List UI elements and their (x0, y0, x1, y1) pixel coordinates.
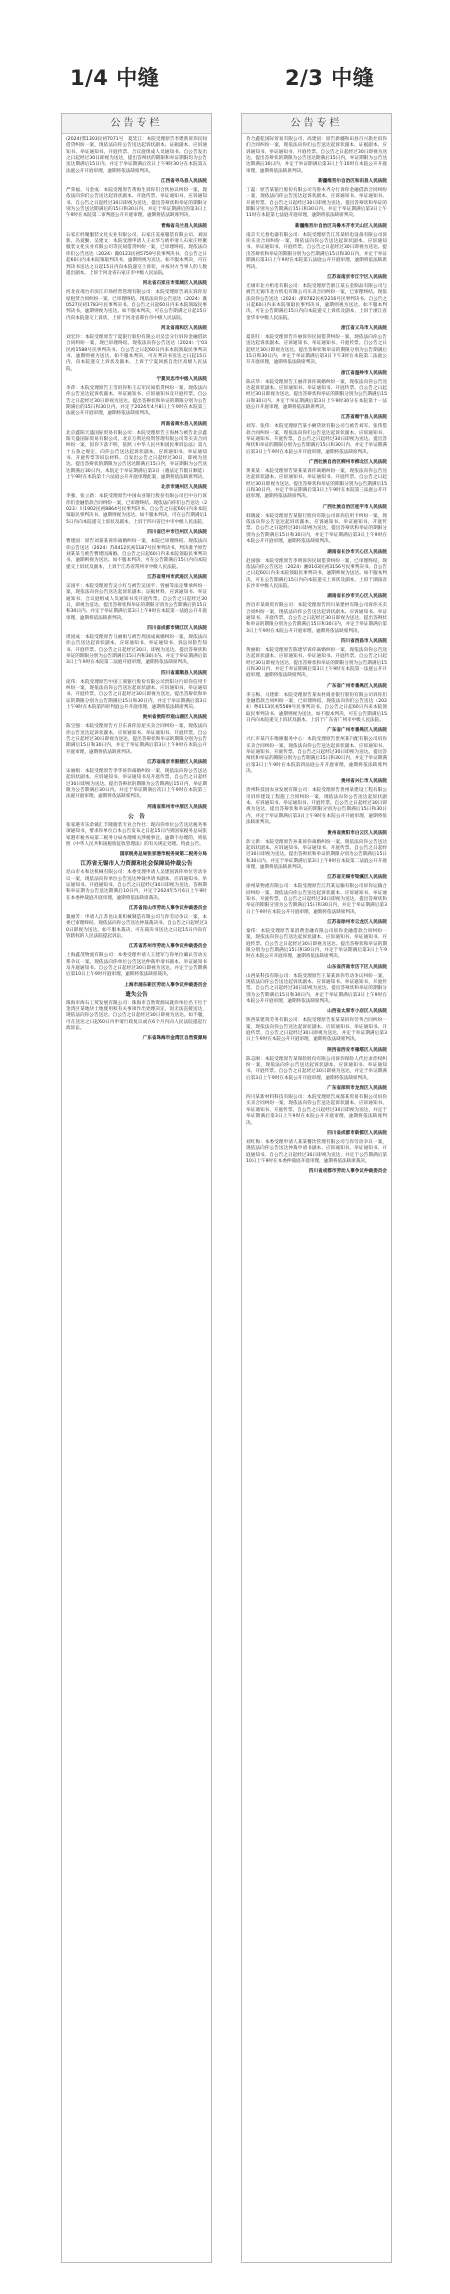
issuing-court: 四川省富顺县人民法院 (161, 670, 207, 676)
notice-item (246, 514, 387, 546)
notice-item (246, 284, 387, 322)
notice-text: 南京天元春电器有限公司：本院受理原告江苏某机电设备有限公司诉你买卖合同纠纷一案，现依法向你公告送达起诉状副本、应诉通知书、举证通知书、开庭传票。自公告之日起经过30日即视为送达。提出答辩状和举证的期限分别为公告期满后15日和30日内，并定于举证期满后第3日上午9时在本院第五法庭公开开庭审理，逾期将依法缺席判决。 (246, 232, 387, 270)
notice-item (246, 1095, 387, 1127)
notice-item (246, 1057, 387, 1082)
issuing-court: 江苏省苏州市劳动人事争议仲裁委员会 (128, 944, 207, 950)
notice-item (246, 788, 387, 826)
notice-heading: 公 告 (128, 813, 145, 820)
notice-item (66, 1035, 207, 1042)
issuing-court: 江苏省昆山市劳动人事争议仲裁委员会 (128, 905, 207, 911)
notice-item (66, 724, 207, 756)
notice-item (246, 233, 387, 271)
notice-text: 昆山市永和达机械有限公司：本委受理申请人吴建国诉你单位劳动争议一案，现依法向你单位公告送达仲裁申请书副本、应诉通知书、举证通知书、开庭通知书。自公告之日起经过30日即视为送达，答辩期和举证期为公告送达期满后10日内，并定于2024年5月6日上午9时在本委仲裁庭开庭审理，逾期将依法缺席裁决。 (66, 870, 207, 901)
notice-text: 珠海市海石工贸发展有限公司：珠海市自然资源局就你单位名下位于金湾区某地块土地使用权有关事项作出处理决定。因无法直接送达，现依法向你公告送达。自公告之日起经过30日即视为送达。如不服，可在送达之日起60日内申请行政复议或在6个月内向人民法院提起行政诉讼。 (66, 1000, 207, 1032)
notice-item (66, 335, 207, 373)
notice-item (66, 494, 207, 526)
notice-text: 陈宝强：本院受理原告方卫东诉你房屋买卖合同纠纷一案，现依法向你公告送达起诉状副本、应诉通知书、举证通知书、开庭传票。自公告之日起经过30日即视为送达，提出答辩状和举证的期限分别为公告期满后15日和30日内，并定于举证期满后第3日上午9时在本院公开开庭审理，逾期将依法缺席判决。 (66, 724, 207, 755)
notice-item (246, 274, 387, 281)
notice-text: 河北省邢台市滨江市场经营管理有限公司：本院受理原告刘庆诉你房屋租赁合同纠纷一案，已审理终结。现依法向你公告送达（2024）冀0527民初1783号民事判决书。自公告之日起60日内来本院领取民事判决书，逾期则视为送达。如不服本判决，可在公告期满之日起15日内向本院递交上诉状，上诉于河北省邢台市中级人民法院。 (66, 290, 207, 321)
notice-text: 黄丽娟：本院受理原告陈建华诉你离婚纠纷一案，现依法向你公告送达起诉状副本、应诉通知书、举证通知书、开庭传票。自公告之日起经过30日即视为送达。提出答辩状和举证的期限分别为公告期满后15日和30日内，并定于举证期满后第3日上午9时在本院第一法庭公开开庭审理，逾期将依法缺席判决。 (246, 647, 387, 679)
issuing-court: 陕西省西安市雁塔区人民法院 (327, 1047, 387, 1053)
notice-item (246, 737, 387, 775)
right-notice-column (241, 113, 392, 2263)
notice-text: 西昌市某商贸有限公司：本院受理原告四川某建材有限公司诉你买卖合同纠纷一案，现依法向你公告送达起诉状副本、应诉通知书、举证通知书、开庭传票。自公告之日起经过30日即视为送达。提出答辩状和举证的期限分别为公告期满后15日和30日内，并定于举证期满后第3日上午9时在本院公开开庭审理，逾期将依法缺席判决。 (246, 603, 387, 634)
notice-item (246, 874, 387, 881)
notice-text: 石家庄经聚服装文化实业有限公司、石家庄美豪服装有限公司、刘国新、冯爱勤、吴建文：本院受理申请人王永华与被申请人石家庄经聚服装文化实业有限公司等民间借贷纠纷一案，已审理终结。现依法向你们公告送达（2024）冀0123民初5759号民事判决书。自公告之日起60日内来本院领取判决书，逾期则视为送达。如不服本判决，可在判决书送达之日起15日内向本院递交上诉状，并按对方当事人的人数提出副本，上诉于河北省石家庄市中级人民法院。 (66, 232, 207, 276)
notice-item (66, 670, 207, 677)
notice-item (246, 1140, 387, 1165)
notice-item (246, 884, 387, 916)
notice-item (66, 290, 207, 322)
notice-text: 刘军、张伟：本院受理原告某小额贷款有限公司与被告刘军、张伟借款合同纠纷一案，现依法向你们公告送达起诉状副本、应诉通知书、举证通知书、开庭传票。自公告之日起经过30日即视为送达。提出答辩状和举证的期限分别为公告期满后15日和30日内，并定于举证期满后第3日上午9时在本院公开开庭审理，逾期将依法缺席判决。 (246, 424, 387, 455)
notice-item (246, 830, 387, 837)
issuing-court: 山东省济南市历下区人民法院 (327, 964, 387, 970)
notice-text: 曹建国：原告刘某某诉你离婚纠纷一案，本院已审理终结。现依法向你公告送达（2024）苏0412民初1187号民事判决书，判决准予原告刘某某与被告曹建国离婚。自公告之日起60日内来本院领取民事判决书，逾期则视为送达。如不服本判决，可在公告期满后15日内向本院递交上诉状及副本，上诉于江苏省常州市中级人民法院。 (66, 539, 207, 570)
notice-item (66, 484, 207, 491)
notice-text: 李萍：本院受理原告王雪诉你和王志军民间借贷纠纷一案，现依法向你公告送达起诉状副本、举证通知书、应诉通知书及开庭传票。自公告之日起经过30日即视为送达。提出答辩状和举证的期限分别为公告期满后的15日和30日内。并定于2024年4月8日上午9时在本院第三法庭公开开庭审理，逾期将依法缺席判决。 (66, 385, 207, 417)
notice-item (246, 593, 387, 600)
notice-text: 兴仁市某汽车维修服务中心：本院受理原告贵州某汽配有限公司诉你买卖合同纠纷一案，现依法向你公告送达起诉状副本、应诉通知书、举证通知书、开庭传票。自公告之日起经过30日即视为送达。提出答辩状和举证的期限分别为公告期满后15日和30日内，并定于举证期满后第3日上午9时在本院第四法庭公开开庭审理，逾期将依法缺席判决。 (246, 737, 387, 775)
notice-item (66, 943, 207, 950)
issuing-court: 贵州省贵阳市观山湖区人民法院 (142, 715, 207, 721)
issuing-court: 江西省寻乌县人民法院 (161, 179, 207, 185)
issuing-court: 湖南省长沙市天心区人民法院 (327, 549, 387, 555)
notice-item (246, 504, 387, 511)
notice-text: 山西某科技有限公司：本院受理原告王某某诉你劳动争议纠纷一案，现依法向你公告送达起诉状副本、应诉通知书、举证通知书、开庭传票。自公告之日起经过30日即视为送达。提出答辩状和举证的期限分别为公告期满后15日和30日内，并定于举证期满后第3日上午9时在本院公开开庭审理，逾期将依法缺席判决。 (246, 973, 387, 1005)
notice-item (246, 188, 387, 220)
notice-item (246, 964, 387, 971)
notice-text: 贵州科技园农业发展有限公司：本院受理原告贵州某建设工程有限公司诉你建设工程施工合同纠纷一案，现依法向你公告送达起诉状副本、应诉通知书、举证通知书、开庭传票。自公告之日起经过30日即视为送达。提出答辩状和举证的期限分别为公告期满后15日和30日内，并定于举证期满后第3日上午9时在本院公开开庭审理，逾期将依法缺席判决。 (246, 788, 387, 826)
notice-item (66, 635, 207, 667)
notice-text: 吴国平：本院受理原告吴小红与被告吴国平、曾丽等法定继承纠纷一案，现依法向你公告送达起诉状副本、证据材料、应诉通知书、举证通知书、合议庭组成人员通知书及开庭传票。自公告之日起经过30日，即视为送达。提出答辩状和举证的期限分别为公告期满后的15日和30日内。并定于举证期满后第3日上午9时在本院第一法庭公开开庭审理，逾期将依法缺席判决。 (66, 583, 207, 621)
issuing-court: 上海市浦东新区劳动人事争议仲裁委员会 (124, 982, 207, 988)
notice-item (66, 233, 207, 277)
notice-item (246, 178, 387, 185)
notice-item (66, 539, 207, 571)
notice-text: 夏旺旺：本院受理原告许丽诉你民间借贷纠纷一案，现依法向你公告送达起诉状副本、应诉通知书、举证通知书、开庭传票。自公告之日起经过30日即视为送达。提出答辩状和举证的期限分别为公告期满后15日和30日内，并定于举证期满后第3日下午3时在本院第二法庭公开开庭审理，逾期将依法缺席判决。 (246, 334, 387, 366)
notice-text: 陈志刚：本院受理原告某保险股份有限公司诉你保险人代位求偿权纠纷一案，现依法向你公告送达起诉状副本、应诉通知书、举证通知书、开庭传票。自公告之日起经过30日即视为送达，并定于举证期满后第3日上午9时在本院公开开庭审理，逾期将依法缺席判决。 (246, 1056, 387, 1081)
notice-item (246, 929, 387, 961)
issuing-court: 江苏省无锡市梁溪区人民法院 (327, 875, 387, 881)
notice-item (246, 1130, 387, 1137)
notice-item (246, 974, 387, 1006)
issuing-court: 新疆维吾尔自治区乌鲁木齐市天山区人民法院 (295, 223, 387, 229)
notice-item (66, 851, 207, 858)
notice-item (246, 380, 387, 412)
notice-item (246, 325, 387, 332)
notice-item (66, 769, 207, 801)
notice-item (246, 1008, 387, 1015)
issuing-court: 河南省郑州市中原区人民法院 (147, 804, 207, 810)
notice-item (66, 223, 207, 230)
notice-item (66, 680, 207, 712)
notice-item (66, 953, 207, 978)
notice-item (246, 469, 387, 501)
notice-item (246, 1168, 387, 1175)
notice-text: 宋丽娟：本院受理原告李华诉你离婚纠纷一案，现依法向你公告送达起诉状副本、应诉通知书、举证通知书及开庭传票。自公告之日起经过30日即视为送达。提出答辩状的期限为公告期满后15日内，举证期限为公告期满后30日内。并定于举证期满后次日上午9时在本院第三法庭开庭审理，逾期将依法缺席判决。 (66, 769, 207, 800)
notice-item (246, 919, 387, 926)
notice-text: (2024)鄂1303民初7071号 夏廷江：本院受理原告李建新诉你民间借贷纠纷一案，现依法向你公告送达起诉状副本、证据副本、应诉通知书、举证通知书、开庭传票、合议庭组成人员通知书。自公告发出之日起经过30日即视为送达，提出答辩状的期限和举证期限均为公告送达期满后15日内。并定于举证期满后次日上午9时30分在本院第五法庭公开开庭审理，逾期将依法缺席判决。 (66, 137, 207, 174)
left-column-body (62, 134, 211, 1042)
notice-item (246, 414, 387, 421)
notice-text: 彭立新：本院受理原告孙某诉你离婚纠纷一案，现依法向你公告送达起诉状副本、应诉通知书、举证通知书、开庭传票。自公告之日起经过30日即视为送达。提出答辩状和举证的期限分别为公告期满后15日和30日内，并定于举证期满后第3日上午9时在本院第二法庭公开开庭审理，逾期将依法缺席判决。 (246, 839, 387, 870)
notice-item (66, 714, 207, 721)
notice-text: 李强、张立新：本院受理原告中国农业银行股份有限公司巴中分行诉你们金融借款合同纠纷一案，已审理终结。现依法向你们公告送达（2023）川1902民初8864号民事判决书。自公告之日起60日内来本院领取民事判决书，逾期则视为送达。如不服本判决，可在公告期满后15日内向本院递交上诉状及副本，上诉于四川省巴中市中级人民法院。 (66, 494, 207, 525)
notice-item (66, 178, 207, 185)
notice-heading: 遗失公告 (125, 991, 148, 998)
issuing-court: 广东省深圳市龙岗区人民法院 (327, 1086, 387, 1092)
issuing-court: 四川省巴中市巴州区人民法院 (147, 530, 207, 536)
notice-text: 北京鑫阳天盛国际贸易有限公司：本院受理原告王海林与被告北京鑫阳天盛国际贸易有限公司、北京万利达投资管理有限公司等买卖合同纠纷一案，因你下落不明，依照《中华人民共和国民事诉讼法》第九十五条之规定，向你公告送达起诉状副本、应诉通知书、举证通知书、开庭传票等诉讼材料。自发出公告之日起经过30日，即视为送达。提出答辩状的期限为公告送达期满后15日内，举证期限为公告送达期满后30日内。本院定于举证期满后第3日（遇法定节假日顺延）上午9时在本院第十六法庭公开开庭审理此案，逾期将依法缺席判决。 (66, 430, 207, 481)
notice-item (246, 648, 387, 680)
notice-item (66, 325, 207, 332)
notice-item (246, 1018, 387, 1043)
notice-text: 黄某某：本院受理原告梁某某诉你离婚纠纷一案，现依法向你公告送达起诉状副本、应诉通知书、举证通知书、开庭传票。自公告之日起经过30日即视为送达。提出答辩状和举证的期限分别为公告期满后15日和30日内，并定于举证期满后第3日上午9时在本院第三法庭公开开庭审理，逾期将依法缺席判决。 (246, 469, 387, 500)
notice-item (246, 727, 387, 734)
issuing-court: 四川省成都市锦江区人民法院 (147, 625, 207, 631)
right-column-body (242, 134, 391, 1175)
notice-item (66, 431, 207, 482)
right-column-heading: 公告专栏 (242, 114, 391, 134)
issuing-court: 浙江省义乌市人民法院 (341, 325, 387, 331)
notice-item (66, 529, 207, 536)
issuing-court: 宁夏吴忠市中级人民法院 (156, 376, 207, 382)
notice-text: 丁磊：原告某银行股份有限公司乌鲁木齐分行诉你金融借款合同纠纷一案，现依法向你公告送达起诉状副本、应诉通知书、举证通知书、开庭传票。自公告之日起经过30日即视为送达。提出答辩状和举证的期限分别为公告期满后15日和30日内。并定于举证期满后第3日上午11时在本院第七法庭开庭审理，逾期将依法缺席判决。 (246, 188, 387, 219)
notice-item (66, 915, 207, 940)
notice-item (246, 840, 387, 872)
issuing-court: 江苏省南京市江宁区人民法院 (327, 274, 387, 280)
notice-item (246, 778, 387, 785)
notice-item (66, 137, 207, 175)
notice-text: 周国成：本院受理原告马丽娟与被告周国成离婚纠纷一案，现依法向你公告送达起诉状副本、应诉通知书、举证通知书、诉讼风险告知书、开庭传票。自公告之日起经过30日，即视为送达。提出答辩状和举证的期限分别为公告期满后15日内和30日内。并定于举证期满后第3日上午9时在本院第二法庭开庭审理，逾期将依法缺席判决。 (66, 634, 207, 666)
notice-text: 韩晓波：本院受理原告某银行股份有限公司诉你信用卡纠纷一案，现依法向你公告送达起诉状副本、应诉通知书、举证通知书、开庭传票。自公告之日起经过30日即视为送达。提出答辩状和举证的期限分别为公告期满后15日和30日内，并定于举证期满后第3日上午9时在本院公开开庭审理，逾期将依法缺席判决。 (246, 513, 387, 545)
left-column-heading: 公告专栏 (62, 114, 211, 134)
notice-item (66, 992, 207, 1033)
issuing-court: 江苏省南京市鼓楼区人民法院 (147, 760, 207, 766)
issuing-court: 江苏省徐州市云龙区人民法院 (327, 919, 387, 925)
notice-item (66, 584, 207, 622)
issuing-court: 四川省成都市劳动人事争议仲裁委员会 (308, 1169, 387, 1175)
issuing-court: 江苏省睢宁县人民法院 (341, 415, 387, 421)
notice-item (66, 861, 207, 902)
notice-item (246, 459, 387, 466)
notice-item (66, 280, 207, 287)
issuing-court: 广西壮族自治区桂平市人民法院 (322, 504, 387, 510)
notice-item (246, 638, 387, 645)
notice-item (66, 376, 207, 383)
notice-text: 四川某新材料科技有限公司：本院受理原告成都某贸易有限公司诉你买卖合同纠纷一案，现依法向你公告送达起诉状副本、应诉通知书、举证通知书、开庭传票。自公告之日起经过30日即视为送达，并定于举证期满后第3日上午9时在本院公开开庭审理，逾期将依法缺席判决。 (246, 1095, 387, 1126)
notice-text: 陕西某建筑劳务有限公司：本院受理原告张某某诉你劳务合同纠纷一案，现依法向你公告送达起诉状副本、应诉通知书、举证通知书、开庭传票。自公告之日起经过30日即视为送达，并定于举证期满后第3日上午9时在本院公开开庭审理，逾期将依法缺席判决。 (246, 1018, 387, 1043)
notice-text: 严荣福、马金成：本院受理原告黄海生诉你们合伙协议纠纷一案，现依法向你们公告送达起诉状副本、开庭传票、举证通知书、应诉通知书。自公告之日起经过30日即视为送达，提出答辩状和举证的期限分别为公告送达期满后的15日和30日内，并定于举证期满后的第3日上午9时在本院第二审判庭公开开庭审理，逾期将依法缺席判决。 (66, 188, 207, 219)
left-notice-column (61, 113, 212, 2263)
notice-item (246, 549, 387, 556)
notice-text: 上海鑫茂物流有限公司：本委受理申请人王建军与你单位确认劳动关系争议一案，现依法向你单位公告送达仲裁申请书副本、举证通知书及开庭通知书。自公告之日起经过30日即视为送达，并定于公告期满后第10日上午9时开庭审理，逾期将依法缺席裁决。 (66, 953, 207, 978)
issuing-court: 浙江省温岭市人民法院 (341, 370, 387, 376)
issuing-court: 国家税务总局张家港市税务局第二税务分局 (119, 852, 207, 858)
notice-text: 刘宏玲：本院受理原告宁夏银行股份有限公司吴忠分行诉你金融借款合同纠纷一案，现已审理终结。现依法向你公告送达（2024）宁03民初1588号民事判决书。自公告之日起60日内来本院领取民事判决书，逾期则视为送达。如不服本判决，可在判决书送达之日起15日内，向本院递交上诉状及副本，上诉于宁夏回族自治区高级人民法院。 (66, 334, 207, 372)
notice-item (246, 1047, 387, 1054)
issuing-court: 江苏省常州市武进区人民法院 (147, 574, 207, 580)
notice-item (246, 1085, 387, 1092)
notice-text: 无锡市北方机电有限公司：本院受理原告浙江某五金制品有限公司与被告无锡市北方机电有限公司买卖合同纠纷一案，已审理终结。现依法向你公告送达（2024）浙0782民初2216号民事判决书。自公告之日起60日内来本院领取民事判决书，逾期则视为送达。如不服本判决，可在公告期满后15日内向本院递交上诉状及副本，上诉于浙江省金华市中级人民法院。 (246, 283, 387, 321)
notice-text: 陈庆华：本院受理原告王丽萍诉你离婚纠纷一案，现依法向你公告送达起诉状副本、应诉通知书、举证通知书、开庭传票。自公告之日起经过30日即视为送达。提出答辩状和举证的期限分别为公告期满后15日和30日内。并定于举证期满后第3日上午9时30分在本院第十一法庭公开开庭审理，逾期将依法缺席判决。 (246, 379, 387, 410)
notice-item (246, 424, 387, 456)
issuing-court: 北京市通州区人民法院 (161, 485, 207, 491)
issuing-court: 广西壮族自治区柳州市柳北区人民法院 (308, 460, 387, 466)
notice-item (66, 982, 207, 989)
issuing-court: 青海省乌兰县人民法院 (161, 223, 207, 229)
issuing-court: 广东省广州市番禺区人民法院 (327, 683, 387, 689)
notice-item (246, 603, 387, 635)
notice-item (66, 386, 207, 418)
notice-heading: 江苏省无锡市人力资源和社会保障局仲裁公告 (80, 861, 193, 868)
left-column-title: 1/4 中缝 (70, 66, 160, 90)
issuing-court: 新疆维吾尔自治区和田县人民法院 (318, 179, 387, 185)
issuing-court: 湖南省长沙市天心区人民法院 (327, 594, 387, 600)
notice-item (66, 574, 207, 581)
notice-text: 刘红梅：本委受理申请人某某餐饮管理有限公司与你劳动争议一案，现依法向你公告送达仲裁申请书副本、应诉通知书、举证通知书、开庭通知书。自公告之日起经过30日即视为送达，并定于公告期满后第10日上午9时在本委仲裁庭开庭审理，逾期将依法缺席裁决。 (246, 1139, 387, 1164)
notice-text: 赵国强：本院受理原告李明诉你民间借贷纠纷一案，已审理终结。现依法向你公告送达（2024）湘0103民初3156号民事判决书。自公告之日起60日内来本院领取民事判决书，逾期则视为送达。如不服本判决，可在公告期满后15日内向本院递交上诉状及副本，上诉于湖南省长沙市中级人民法院。 (246, 558, 387, 589)
notice-text: 冀丽芳：申请人江苏昆山某机械制造有限公司与你劳动争议一案，本委已审理终结。现依法向你公告送达仲裁裁决书。自公告之日起经过30日即视为送达。如不服本裁决，可在裁决书送达之日起15日内向有管辖权的人民法院提起诉讼。 (66, 914, 207, 939)
notice-text: 李玉梅、马建新：本院受理原告某农村商业银行股份有限公司诉你们金融借款合同纠纷一案，已审理终结。现依法向你们公告送达（2024）粤0113民初5589号民事判决书。自公告之日起60日内来本院领取民事判决书，逾期则视为送达。如不服本判决，可在公告期满后15日内向本院递交上诉状及副本，上诉于广东省广州市中级人民法院。 (246, 692, 387, 724)
issuing-court: 贵州省贵阳市白云区人民法院 (327, 830, 387, 836)
notice-item (246, 335, 387, 367)
issuing-court: 河北省石家庄市栾城区人民法院 (142, 281, 207, 287)
notice-item (246, 223, 387, 230)
notice-item (246, 370, 387, 377)
notice-item (66, 188, 207, 220)
issuing-court: 广东省广州市番禺区人民法院 (327, 728, 387, 734)
issuing-court: 四川省西昌市人民法院 (341, 638, 387, 644)
issuing-court: 贵州省兴仁市人民法院 (341, 779, 387, 785)
notice-item (66, 814, 207, 848)
issuing-court: 河南省商水县人民法院 (161, 421, 207, 427)
right-column-title: 2/3 中缝 (285, 66, 375, 90)
notice-item (66, 759, 207, 766)
notice-item (66, 905, 207, 912)
notice-text: 庞伟：本院受理原告中国工商银行股份有限公司贵阳分行诉你信用卡纠纷一案，现依法向你公告送达起诉状副本、应诉通知书、举证通知书、开庭传票。自公告之日起经过30日即视为送达。提出答辩状和举证的期限分别为公告期满后15日和30日内，并定于举证期满后第3日上午9时在本院第四审判庭公开开庭审理，逾期将依法缺席判决。 (66, 679, 207, 711)
notice-text: 张家港市乐余镇汇丰隆服装专业合作社：现向你单位公告送达税务事项通知书，要求你单位自本公告发布之日起15日内到国家税务总局张家港市税务局第二税务分局办理相关涉税事宜。逾期不办理的，将依照《中华人民共和国税收征收管理法》的有关规定处理。特此公告。 (66, 822, 207, 847)
notice-item (66, 625, 207, 632)
issuing-court: 四川省成都市新都区人民法院 (327, 1130, 387, 1136)
notice-item (66, 804, 207, 811)
issuing-court: 山西省太原市小店区人民法院 (327, 1009, 387, 1015)
notice-item (66, 421, 207, 428)
notice-item (246, 137, 387, 175)
notice-text: 肯合鑫乾国际贸易有限公司、高建国：原告新疆和田县百兴旅社诉你们合同纠纷一案，现依法向你们公告送达起诉状副本、证据副本、应诉通知书、举证通知书、开庭传票。自公告之日起经过30日即视为送达。提出答辩状的期限为公告送达期满后15日内，举证期限为公告送达期满后30日内，并定于举证期满后第3日上午10时在本院公开开庭审理，逾期将依法缺席判决。 (246, 137, 387, 174)
notice-text: 秦伟：本院受理原告某消费金融有限公司诉你金融借款合同纠纷一案，现依法向你公告送达起诉状副本、应诉通知书、举证通知书、开庭传票。自公告之日起经过30日即视为送达。提出答辩状和举证的期限分别为公告期满后15日和30日内，并定于举证期满后第3日上午9时在本院公开开庭审理，逾期将依法缺席判决。 (246, 928, 387, 960)
notice-item (246, 693, 387, 725)
notice-text: 徐州某物流有限公司：本院受理原告江苏某运输有限公司诉你运输合同纠纷一案，现依法向你公告送达起诉状副本、应诉通知书、举证通知书、开庭传票。自公告之日起经过30日即视为送达。提出答辩状和举证的期限分别为公告期满后15日和30日内，并定于举证期满后第3日上午9时在本院公开开庭审理，逾期将依法缺席判决。 (246, 884, 387, 915)
notice-item (246, 559, 387, 591)
issuing-court: 河北省南和区人民法院 (161, 325, 207, 331)
notice-item (246, 683, 387, 690)
issuing-court: 广东省珠海市金湾区自然资源局 (142, 1036, 207, 1042)
